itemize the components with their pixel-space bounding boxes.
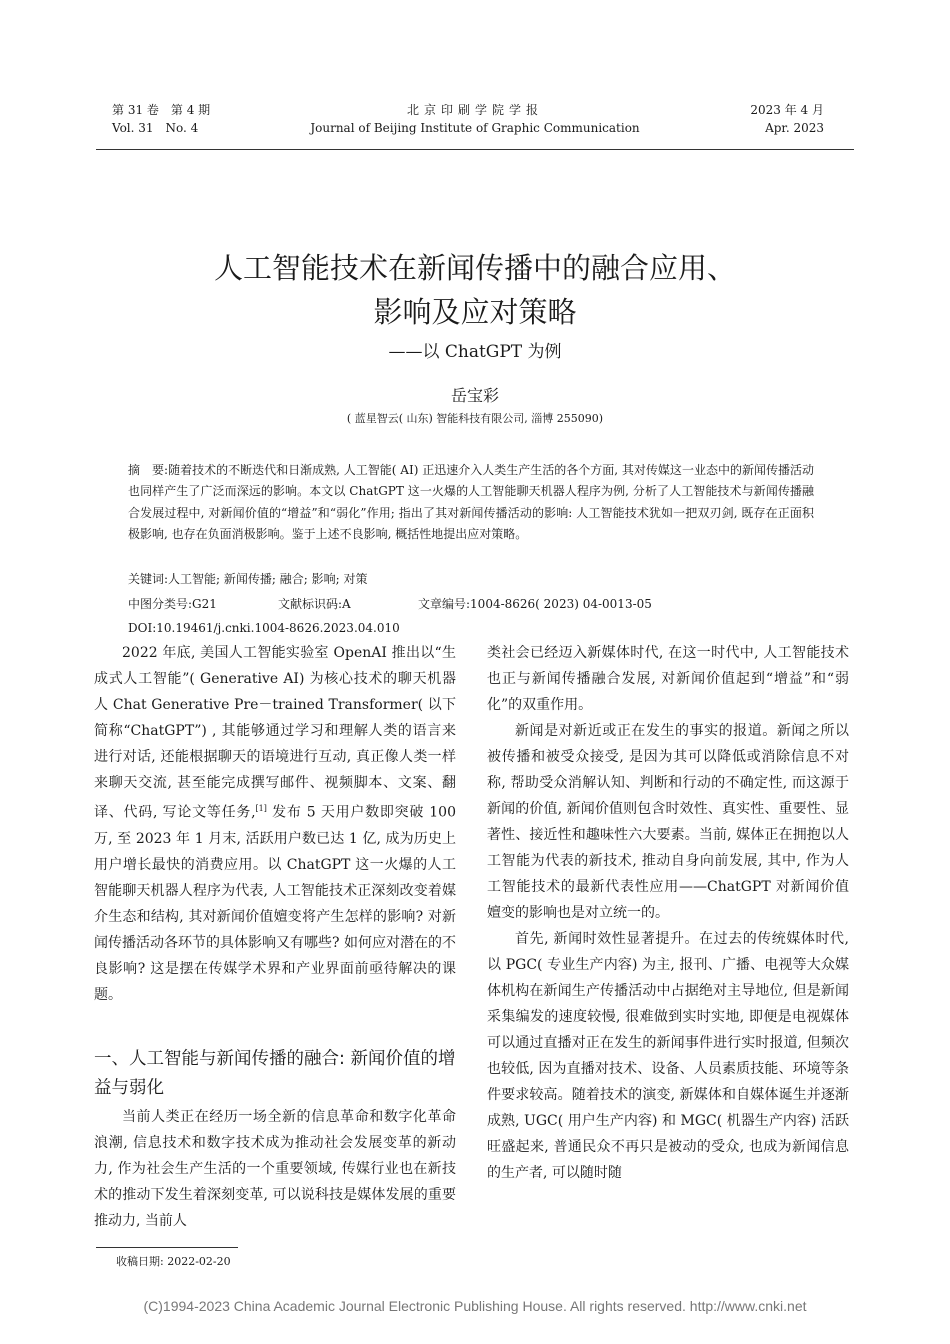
doc-code-label: 文献标识码: xyxy=(278,597,343,611)
section-heading: 一、人工智能与新闻传播的融合: 新闻价值的增益与弱化 xyxy=(94,1049,456,1098)
right-column xyxy=(487,640,849,1186)
footnote-rule xyxy=(96,1247,238,1248)
abstract-label: 摘 要: xyxy=(128,463,169,477)
keywords xyxy=(128,570,814,588)
title-line-1: 人工智能技术在新闻传播中的融合应用、 xyxy=(213,251,736,285)
author-affiliation: ( 蓝星智云( 山东) 智能科技有限公司, 淄博 255090) xyxy=(346,412,604,425)
intro-text-2: 发布 5 天用户数即突破 100 万, 至 2023 年 1 月末, 活跃用户数已达 1 亿, 成为历史上用户增长最快的消费应用。以 ChatGPT 这一火爆的人工智能聊天机器人程序为代表, 人工智能技术正深刻改变着媒介生态和结构, 其对新闻价值嬗变将产生怎样的影响? 对新闻传播活动各环节的具体影响又有哪些? 如何应对潜在的不良影响? 这是摆在传媒学术界和产业界面前亟待解决的课题。 xyxy=(94,804,456,1003)
doi: DOI:10.19461/j.cnki.1004-8626.2023.04.010 xyxy=(128,621,400,635)
author-name: 岳宝彩 xyxy=(450,386,499,405)
article-subtitle: ——以 ChatGPT 为例 xyxy=(388,342,562,362)
date-cn: 2023 年 4 月 xyxy=(750,103,824,117)
doc-code-value: A xyxy=(342,597,351,611)
journal-name-cn: 北京印刷学院学报 xyxy=(406,103,543,117)
intro-text-1: 2022 年底, 美国人工智能实验室 OpenAI 推出以“生成式人工智能”( Generative AI) 为核心技术的聊天机器人 Chat Generative Pre－trained Transformer( 以下简称“ChatGPT”) , 其能够通过学习和理解人类的语言来进行对话, 还能根据聊天的语境进行互动, 真正像人类一样来聊天交流, 甚至能完成撰写邮件、视频脚本、文案、翻译、代码, 写论文等任务, xyxy=(94,645,456,821)
section-paragraph-1: 当前人类正在经历一场全新的信息革命和数字化革命浪潮, 信息技术和数字技术成为推动社会发展变革的新动力, 作为社会生产生活的一个重要领域, 传媒行业也在新技术的推动下发生着深刻变革, 可以说科技是媒体发展的重要推动力, 当前人 xyxy=(94,1109,456,1229)
clc-label: 中图分类号: xyxy=(128,597,193,611)
citation-ref: [1] xyxy=(255,804,267,813)
journal-name-en: Journal of Beijing Institute of Graphic Communication xyxy=(310,121,640,135)
article-number-value: 1004-8626( 2023) 04-0013-05 xyxy=(470,597,652,611)
clc-value: G21 xyxy=(192,597,217,611)
left-column-section xyxy=(94,1104,456,1234)
classification-line xyxy=(128,595,814,613)
abstract-text: 随着技术的不断迭代和日渐成熟, 人工智能( AI) 正迅速介入人类生产生活的各个方面, 其对传媒这一业态中的新闻传播活动也同样产生了广泛而深远的影响。本文以 ChatGPT 这一火爆的人工智能聊天机器人程序为例, 分析了人工智能技术与新闻传播融合发展过程中, 对新闻价值的“增益”和“弱化”作用; 指出了其对新闻传播活动的影响: 人工智能技术犹如一把双刃剑, 既存在正面积极影响, 也存在负面消极影响。鉴于上述不良影响, 概括性地提出应对策略。 xyxy=(128,463,814,542)
keywords-label: 关键词: xyxy=(128,572,169,586)
title-line-2: 影响及应对策略 xyxy=(373,295,577,329)
volume-cn: 第 31 卷 第 4 期 xyxy=(112,103,211,117)
date-en: Apr. 2023 xyxy=(765,121,824,135)
copyright-footer: (C)1994-2023 China Academic Journal Electronic Publishing House. All rights reserved. http://www.cnki.net xyxy=(143,1298,807,1314)
received-date: 收稿日期: 2022-02-20 xyxy=(116,1255,231,1268)
intro-paragraph xyxy=(94,640,456,1008)
article-title xyxy=(0,246,950,334)
keywords-text: 人工智能; 新闻传播; 融合; 影响; 对策 xyxy=(168,572,368,586)
right-paragraph-2: 新闻是对新近或正在发生的事实的报道。新闻之所以被传播和被受众接受, 是因为其可以降低或消除信息不对称, 帮助受众消解认知、判断和行动的不确定性, 而这源于新闻的价值, 新闻价值则包含时效性、真实性、重要性、显著性、接近性和趣味性六大要素。当前, 媒体正在拥抱以人工智能为代表的新技术, 推动自身向前发展, 其中, 作为人工智能技术的最新代表性应用——ChatGPT 对新闻价值嬗变的影响也是对立统一的。 xyxy=(487,723,849,921)
abstract xyxy=(128,460,814,546)
article-number-label: 文章编号: xyxy=(418,597,471,611)
header-rule xyxy=(96,149,854,150)
volume-en: Vol. 31 No. 4 xyxy=(112,121,199,135)
header-date xyxy=(750,101,824,137)
right-paragraph-3: 首先, 新闻时效性显著提升。在过去的传统媒体时代, 以 PGC( 专业生产内容) 为主, 报刊、广播、电视等大众媒体机构在新闻生产传播活动中占据绝对主导地位, 但是新闻采集编发的速度较慢, 很难做到实时实地, 即便是电视媒体可以通过直播对正在发生的新闻事件进行实时报道, 但频次也较低, 因为直播对技术、设备、人员素质技能、环境等条件要求较高。随着技术的演变, 新媒体和自媒体诞生并逐渐成熟, UGC( 用户生产内容) 和 MGC( 机器生产内容) 活跃旺盛起来, 普通民众不再只是被动的受众, 也成为新闻信息的生产者, 可以随时随 xyxy=(487,931,849,1181)
right-paragraph-1: 类社会已经迈入新媒体时代, 在这一时代中, 人工智能技术也正与新闻传播融合发展, 对新闻价值起到“增益”和“弱化”的双重作用。 xyxy=(487,645,849,713)
left-column-intro xyxy=(94,640,456,1008)
